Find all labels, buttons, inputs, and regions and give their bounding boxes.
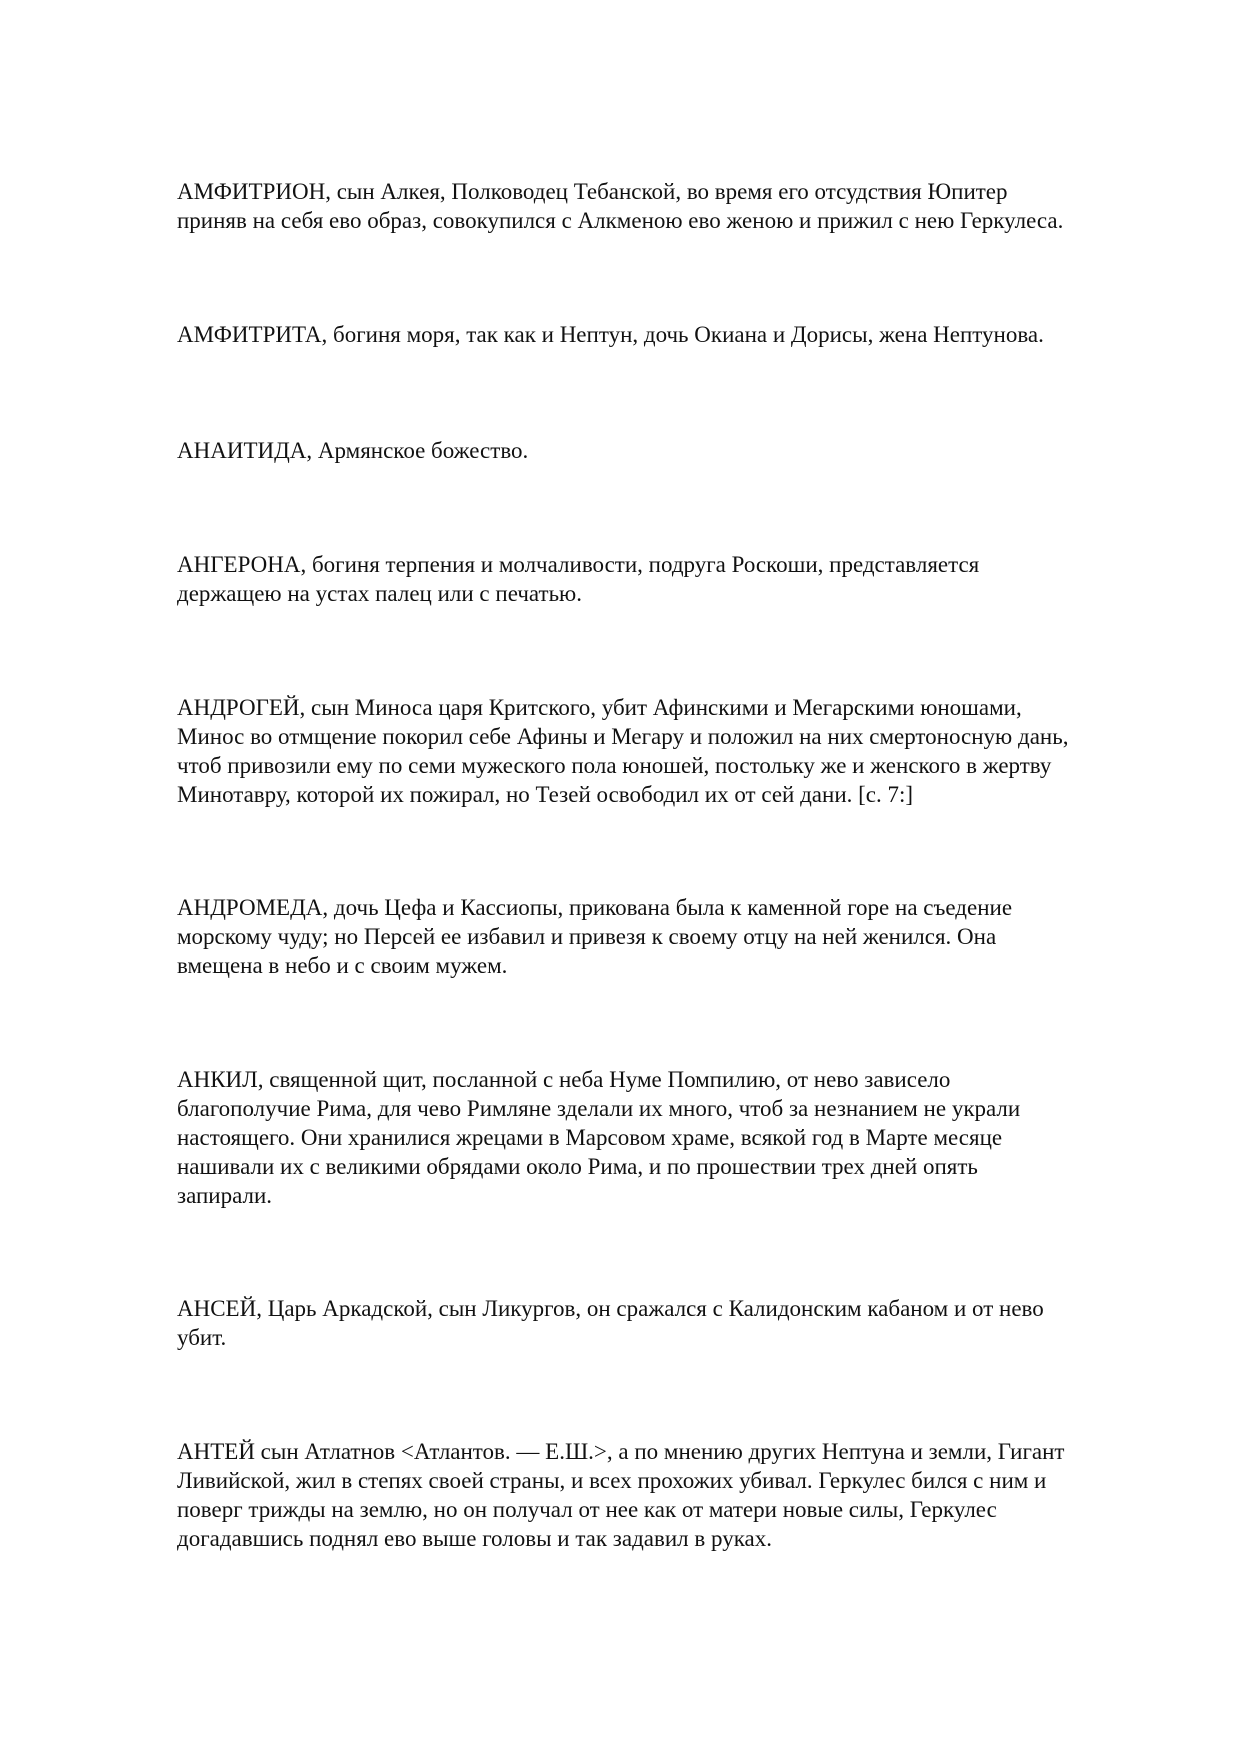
- entry-antaeus: АНТЕЙ сын Атлатнов <Атлантов. — Е.Ш.>, а по мнению других Нептуна и земли, Гигант Ливийской, жил в степях своей страны, и всех прохожих убивал. Геркулес бился с ним и поверг трижды на землю, но он получал от нее как от матери новые силы, Геркулес догадавшись поднял ево выше головы и так задавил в руках.: [177, 1439, 1065, 1551]
- entry-andromeda: АНДРОМЕДА, дочь Цефа и Кассиопы, прикована была к каменной горе на съедение морскому чуду; но Персей ее избавил и привезя к своему отцу на ней женился. Она вмещена в небо и с своим мужем.: [177, 895, 1013, 978]
- entry-ancile: АНКИЛ, священной щит, посланной с неба Нуме Помпилию, от нево зависело благополучие Рима, для чево Римляне зделали их много, чтоб за незнанием не украли настоящего. Они хранилися жрецами в Марсовом храме, всякой год в Марте месяце нашивали их с великими обрядами около Рима, и по прошествии трех дней опять запирали.: [177, 1067, 1021, 1208]
- entry-anaitis: АНАИТИДА, Армянское божество.: [177, 438, 529, 463]
- entry-angerona: АНГЕРОНА, богиня терпения и молчаливости, подруга Роскоши, представляется держащею на устах палец или с печатью.: [177, 552, 980, 606]
- entry-amphitryon: АМФИТРИОН, сын Алкея, Полководец Тебанской, во время его отсудствия Юпитер приняв на себя ево образ, совокупился с Алкменою ево женою и прижил с нею Геркулеса.: [177, 179, 1064, 233]
- entry-amphitrite: АМФИТРИТА, богиня моря, так как и Нептун, дочь Окиана и Дорисы, жена Нептунова.: [177, 322, 1044, 347]
- entry-ancaeus: АНСЕЙ, Царь Аркадской, сын Ликургов, он сражался с Калидонским кабаном и от нево убит.: [177, 1296, 1044, 1350]
- entry-androgeus: АНДРОГЕЙ, сын Миноса царя Критского, убит Афинскими и Мегарскими юношами, Минос во отмщение покорил себе Афины и Мегару и положил на них смертоносную дань, чтоб привозили ему по семи мужеского пола юношей, постольку же и женского в жертву Минотавру, которой их пожирал, но Тезей освободил их от сей дани. [с. 7:]: [177, 695, 1069, 807]
